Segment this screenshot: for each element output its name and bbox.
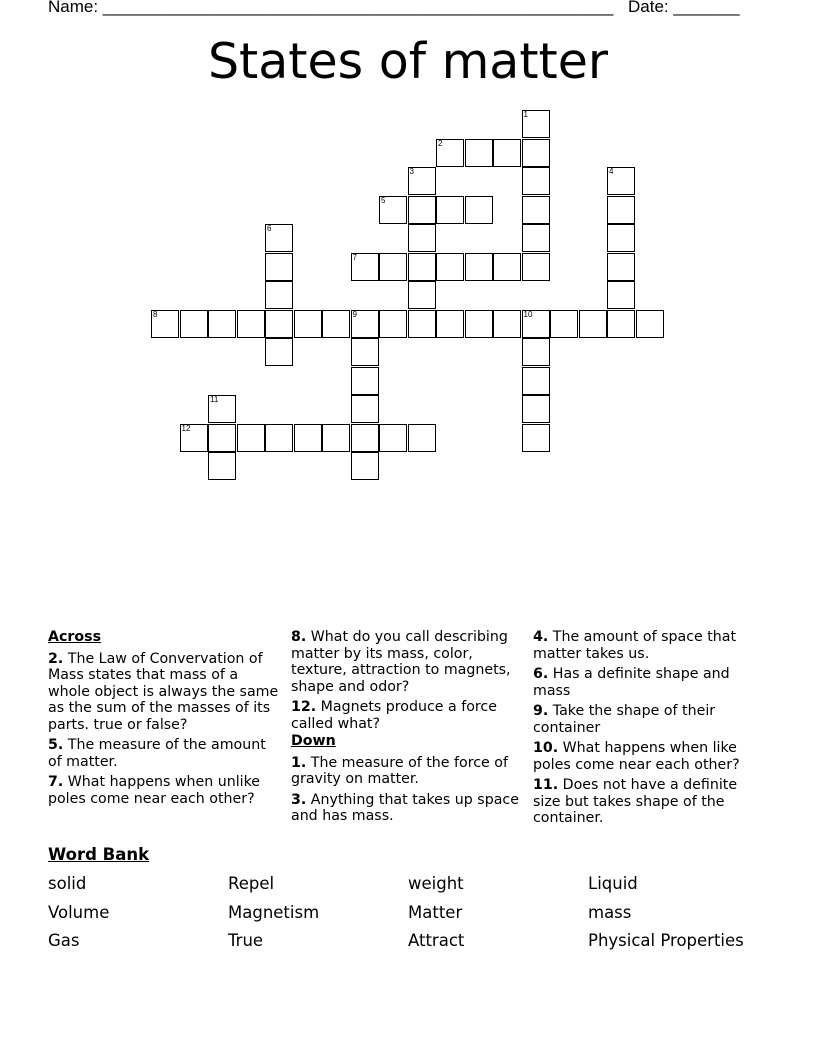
crossword-cell[interactable] <box>493 253 521 281</box>
clue-number: 7 <box>352 252 357 262</box>
crossword-cell[interactable] <box>607 310 635 338</box>
word-bank-item: Liquid <box>588 874 638 893</box>
crossword-cell[interactable] <box>607 281 635 309</box>
clue-column-2 <box>291 629 523 829</box>
date-field[interactable]: Date: _______ <box>628 0 740 16</box>
crossword-cell[interactable] <box>522 139 550 167</box>
clue-column-1 <box>48 629 283 811</box>
crossword-cell[interactable] <box>493 310 521 338</box>
crossword-cell[interactable] <box>151 310 179 338</box>
clue-across-5: 5. The measure of the amount of matter. <box>48 737 266 770</box>
crossword-cell[interactable] <box>408 424 436 452</box>
word-bank-item: mass <box>588 903 632 922</box>
crossword-cell[interactable] <box>265 338 293 366</box>
crossword-cell[interactable] <box>208 395 236 423</box>
clue-number: 5 <box>381 195 386 205</box>
crossword-cell[interactable] <box>436 139 464 167</box>
across-heading: Across <box>48 629 102 645</box>
clue-number: 4 <box>609 167 614 176</box>
crossword-cell[interactable] <box>522 224 550 252</box>
crossword-cell[interactable] <box>636 310 664 338</box>
crossword-cell[interactable] <box>465 196 493 224</box>
crossword-cell[interactable] <box>522 253 550 281</box>
word-bank-item: Magnetism <box>228 903 320 922</box>
crossword-cell[interactable] <box>522 167 550 195</box>
clue-number: 9 <box>352 309 357 319</box>
clue-down-9: 9. Take the shape of their container <box>533 703 716 736</box>
word-bank-item: Physical Properties <box>588 931 744 950</box>
crossword-cell[interactable] <box>607 224 635 252</box>
word-bank-item: True <box>228 931 264 950</box>
clue-column-3 <box>533 629 758 831</box>
crossword-cell[interactable] <box>436 253 464 281</box>
clue-across-7: 7. What happens when unlike poles come near each other? <box>48 774 261 807</box>
clue-number: 12 <box>181 423 191 433</box>
crossword-cell[interactable] <box>322 310 350 338</box>
down-heading: Down <box>291 733 336 749</box>
crossword-cell[interactable] <box>522 367 550 395</box>
crossword-cell[interactable] <box>522 196 550 224</box>
crossword-cell[interactable] <box>522 338 550 366</box>
crossword-cell[interactable] <box>550 310 578 338</box>
crossword-cell[interactable] <box>465 310 493 338</box>
crossword-cell[interactable] <box>351 395 379 423</box>
word-bank-item: Repel <box>228 874 275 893</box>
crossword-cell[interactable] <box>265 424 293 452</box>
crossword-cell[interactable] <box>579 310 607 338</box>
header <box>48 0 748 17</box>
crossword-cell[interactable] <box>180 424 208 452</box>
crossword-cell[interactable] <box>607 196 635 224</box>
crossword-cell[interactable] <box>522 424 550 452</box>
word-bank-item: weight <box>408 874 464 893</box>
crossword-cell[interactable] <box>493 139 521 167</box>
clue-down-1: 1. The measure of the force of gravity on matter. <box>291 754 508 787</box>
crossword-cell[interactable] <box>379 253 407 281</box>
word-bank-item: solid <box>48 874 87 893</box>
clue-down-10: 10. What happens when like poles come near each other? <box>533 740 740 773</box>
clue-number: 6 <box>267 224 272 233</box>
name-field[interactable]: Name: ______________________________________________________ <box>48 0 614 16</box>
crossword-cell[interactable] <box>379 196 407 224</box>
crossword-cell[interactable] <box>607 167 635 195</box>
crossword-cell[interactable] <box>522 110 550 138</box>
clue-number: 11 <box>210 395 219 404</box>
page-title: States of matter <box>207 33 609 90</box>
clue-across-12: 12. Magnets produce a force called what? <box>291 699 497 732</box>
crossword-cell[interactable] <box>408 196 436 224</box>
crossword-cell[interactable] <box>265 281 293 309</box>
crossword-cell[interactable] <box>522 395 550 423</box>
crossword-cell[interactable] <box>265 310 293 338</box>
clue-number: 10 <box>523 309 533 319</box>
word-bank-item: Attract <box>408 931 465 950</box>
word-bank-title: Word Bank <box>48 845 150 864</box>
crossword-cell[interactable] <box>265 224 293 252</box>
crossword-cell[interactable] <box>294 310 322 338</box>
clue-down-11: 11. Does not have a definite size but takes shape of the container. <box>533 777 738 826</box>
crossword-cell[interactable] <box>408 310 436 338</box>
crossword-cell[interactable] <box>294 424 322 452</box>
crossword-cell[interactable] <box>465 139 493 167</box>
crossword-cell[interactable] <box>436 196 464 224</box>
crossword-cell[interactable] <box>351 338 379 366</box>
clue-down-3: 3. Anything that takes up space and has mass. <box>291 791 519 824</box>
crossword-cell[interactable] <box>208 424 236 452</box>
crossword-cell[interactable] <box>351 452 379 480</box>
crossword-cell[interactable] <box>351 253 379 281</box>
crossword-cell[interactable] <box>237 424 265 452</box>
crossword-cell[interactable] <box>208 452 236 480</box>
clue-number: 2 <box>438 138 443 148</box>
clue-across-8: 8. What do you call describing matter by its mass, color, texture, attraction to magnets, shape and odor? <box>291 629 511 695</box>
clue-down-4: 4. The amount of space that matter takes us. <box>533 629 737 662</box>
clue-down-6: 6. Has a definite shape and mass <box>533 666 730 699</box>
word-bank-item: Volume <box>48 903 110 922</box>
crossword-cell[interactable] <box>436 310 464 338</box>
crossword-cell[interactable] <box>379 424 407 452</box>
crossword-cell[interactable] <box>522 310 550 338</box>
crossword-cell[interactable] <box>322 424 350 452</box>
crossword-cell[interactable] <box>351 367 379 395</box>
crossword-cell[interactable] <box>265 253 293 281</box>
word-bank-item: Matter <box>408 903 463 922</box>
crossword-cell[interactable] <box>379 310 407 338</box>
crossword-cell[interactable] <box>208 310 236 338</box>
crossword-cell[interactable] <box>408 224 436 252</box>
crossword-cell[interactable] <box>180 310 208 338</box>
clue-number: 8 <box>153 309 158 319</box>
clue-number: 3 <box>409 167 414 176</box>
crossword-cell[interactable] <box>465 253 493 281</box>
crossword-cell[interactable] <box>351 424 379 452</box>
clue-across-2: 2. The Law of Convervation of Mass states that mass of a whole object is always the same as the sum of the masses of its parts. true or false? <box>48 650 279 733</box>
word-bank-item: Gas <box>48 931 80 950</box>
crossword-cell[interactable] <box>408 167 436 195</box>
crossword-cell[interactable] <box>351 310 379 338</box>
crossword-cell[interactable] <box>408 281 436 309</box>
clue-number: 1 <box>523 110 528 119</box>
crossword-cell[interactable] <box>607 253 635 281</box>
crossword-cell[interactable] <box>237 310 265 338</box>
crossword-cell[interactable] <box>408 253 436 281</box>
